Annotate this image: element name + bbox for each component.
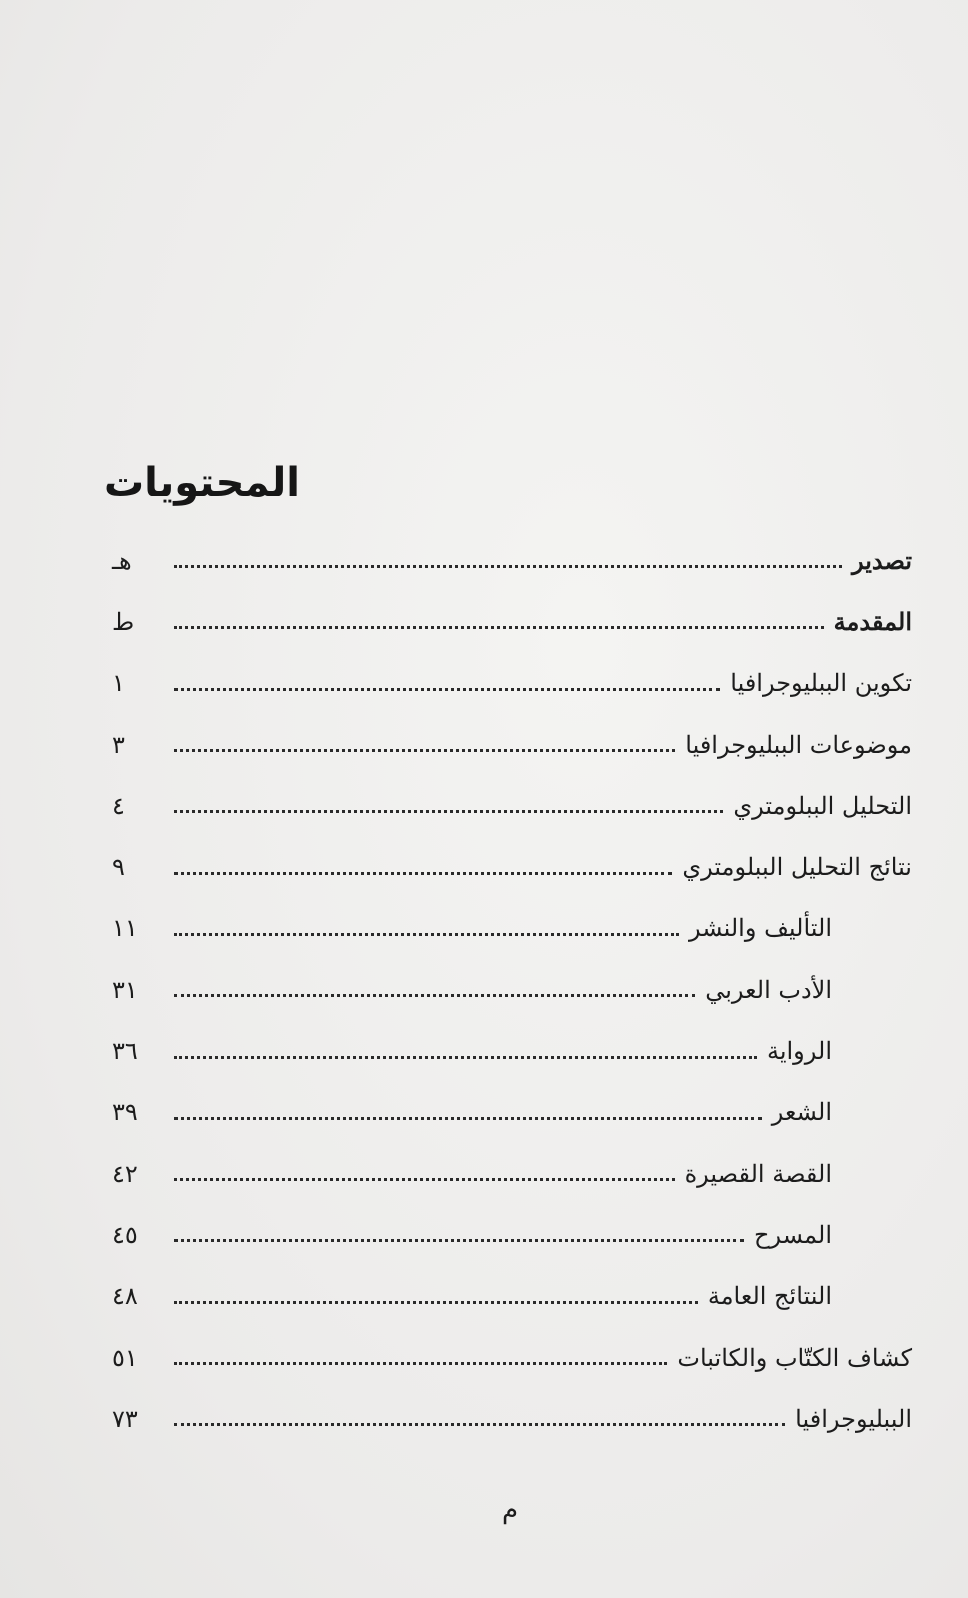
toc-entry xyxy=(112,591,912,652)
dot-leader xyxy=(174,810,723,813)
toc-entry-title: التأليف والنشر xyxy=(688,914,832,943)
dot-leader xyxy=(174,1362,667,1365)
toc-page-number: ٧٣ xyxy=(112,1404,138,1433)
dot-leader xyxy=(174,872,672,875)
dot-leader xyxy=(174,565,842,568)
toc-page-number: ٤ xyxy=(112,791,125,820)
toc-entry xyxy=(112,530,912,591)
page-folio: م xyxy=(501,1495,519,1525)
toc-entry-title: الأدب العربي xyxy=(705,975,832,1004)
toc-page-number: ٤٢ xyxy=(112,1159,138,1188)
toc-page-number: ١ xyxy=(112,669,125,698)
dot-leader xyxy=(174,1056,757,1059)
toc-entry-title: تصدير xyxy=(851,546,912,576)
toc-entry-title: تكوين الببليوجرافيا xyxy=(730,669,912,698)
toc-subentry xyxy=(112,1143,912,1204)
toc-entry-title: المقدمة xyxy=(833,607,912,637)
toc-page-number: ط xyxy=(112,607,135,636)
toc-subentry xyxy=(112,1082,912,1143)
contents-heading: المحتويات xyxy=(103,460,300,506)
toc-entry xyxy=(112,836,912,897)
toc-page-number: ٣٩ xyxy=(112,1098,138,1127)
toc-page-number: ٤٨ xyxy=(112,1282,138,1311)
dot-leader xyxy=(174,1239,744,1242)
toc-entry-title: الببليوجرافيا xyxy=(795,1404,912,1433)
toc-entry-title: الرواية xyxy=(766,1037,832,1066)
dot-leader xyxy=(174,626,824,629)
toc-entry-title: القصة القصيرة xyxy=(684,1159,832,1188)
toc-page-number: ٣ xyxy=(112,730,125,759)
toc-subentry xyxy=(112,1266,912,1327)
toc-entry xyxy=(112,1327,912,1388)
dot-leader xyxy=(174,1301,698,1304)
toc-entry xyxy=(112,653,912,714)
dot-leader xyxy=(174,994,695,997)
toc-entry-title: نتائج التحليل الببلومتري xyxy=(682,853,912,882)
toc-entry-title: موضوعات الببليوجرافيا xyxy=(685,730,912,759)
toc-subentry xyxy=(112,959,912,1020)
toc-page-number: ٣١ xyxy=(112,975,138,1004)
toc-entry-title: النتائج العامة xyxy=(707,1282,832,1311)
dot-leader xyxy=(174,1117,762,1120)
toc-entry-title: الشعر xyxy=(771,1098,832,1127)
toc-page-number: هـ xyxy=(112,546,132,575)
dot-leader xyxy=(174,933,679,936)
dot-leader xyxy=(174,1178,675,1181)
toc-entry-title: المسرح xyxy=(754,1220,832,1249)
toc-subentry xyxy=(112,898,912,959)
toc-entry xyxy=(112,714,912,775)
toc-entry xyxy=(112,775,912,836)
toc-page-number: ٤٥ xyxy=(112,1220,138,1249)
dot-leader xyxy=(174,1423,785,1426)
toc-page-number: ٩ xyxy=(112,853,125,882)
toc-page-number: ٣٦ xyxy=(112,1037,138,1066)
table-of-contents xyxy=(112,530,912,1449)
toc-entry-title: كشاف الكتّاب والكاتبات xyxy=(677,1343,912,1372)
toc-entry-title: التحليل الببلومتري xyxy=(733,791,912,820)
toc-page-number: ٥١ xyxy=(112,1343,138,1372)
dot-leader xyxy=(174,688,720,691)
toc-subentry xyxy=(112,1020,912,1081)
dot-leader xyxy=(174,749,675,752)
toc-page-number: ١١ xyxy=(112,914,138,943)
toc-subentry xyxy=(112,1204,912,1265)
toc-entry xyxy=(112,1388,912,1449)
